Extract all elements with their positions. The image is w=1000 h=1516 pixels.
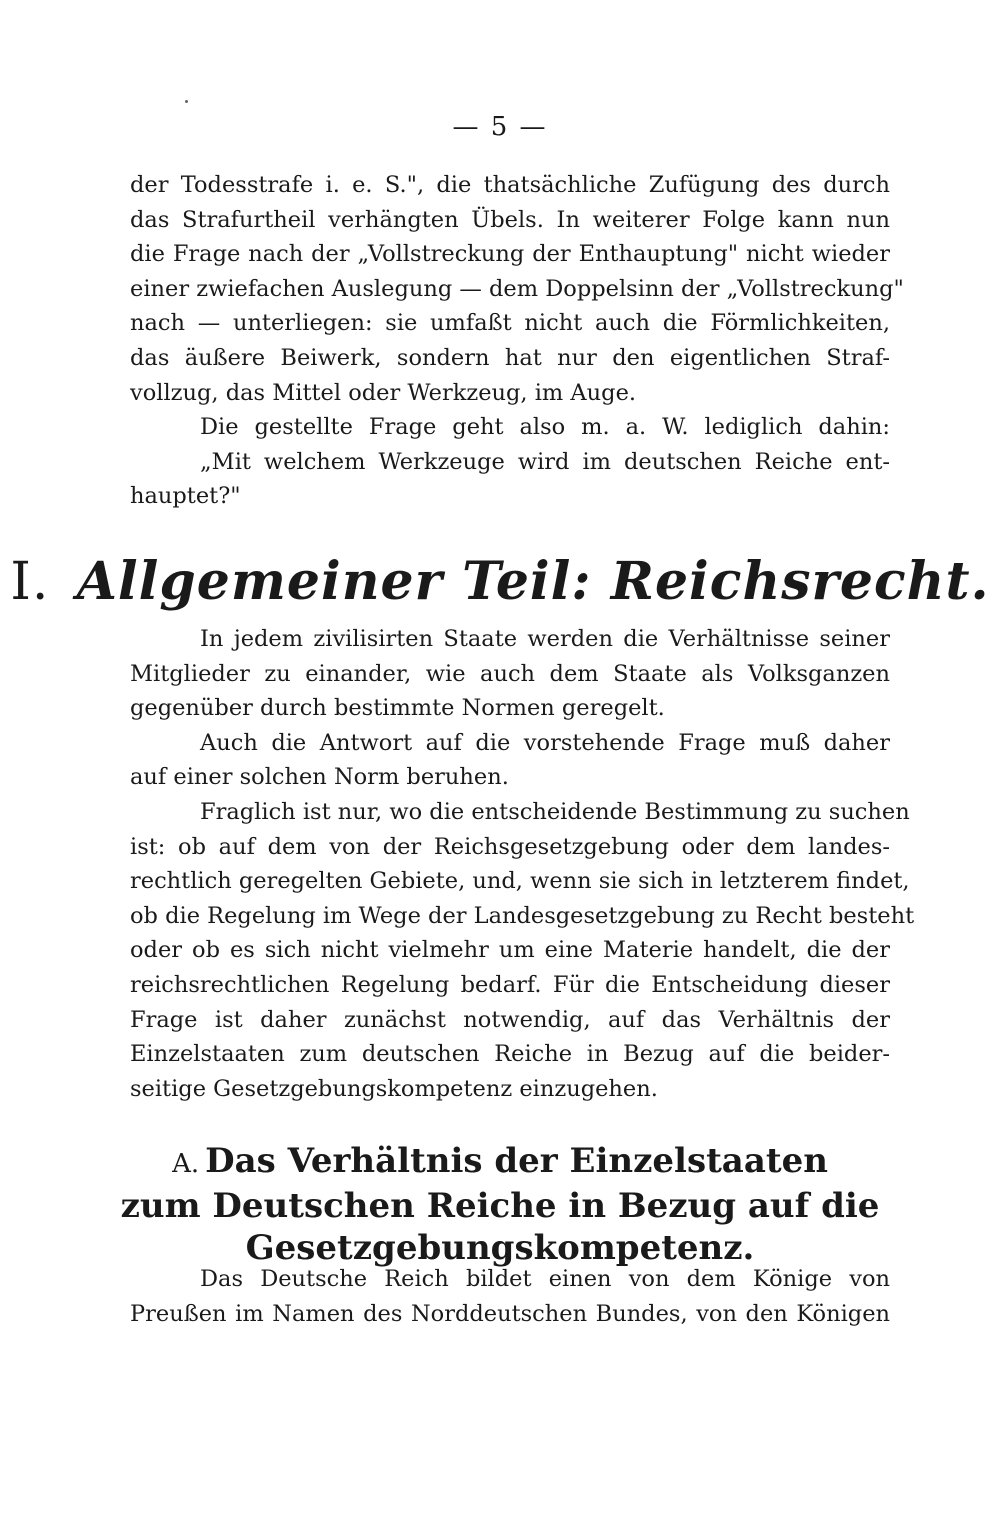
text-line: nach — unterliegen: sie umfaßt nicht auch die Förmlichkeiten, <box>130 310 890 337</box>
section-title-part: Das Verhältnis der Einzelstaaten <box>205 1141 828 1181</box>
section-heading-line-1 <box>0 1140 1000 1185</box>
text-line: Einzelstaaten zum deutschen Reiche in Bezug auf die beider- <box>130 1041 890 1068</box>
chapter-heading <box>0 552 1000 612</box>
text-line: Auch die Antwort auf die vorstehende Frage muß daher <box>200 729 890 756</box>
text-block-3 <box>130 1262 890 1331</box>
text-block-2 <box>130 622 915 1106</box>
text-line: das äußere Beiwerk, sondern hat nur den eigentlichen Straf- <box>130 344 890 371</box>
text-line: gegenüber durch bestimmte Normen geregelt. <box>130 695 665 722</box>
text-block-1 <box>130 168 904 514</box>
text-line: das Strafurtheil verhängten Übels. In weiterer Folge kann nun <box>130 206 890 233</box>
text-line: reichsrechtlichen Regelung bedarf. Für die Entscheidung dieser <box>130 971 890 998</box>
text-line: einer zwiefachen Auslegung — dem Doppelsinn der „Vollstreckung" <box>130 275 904 302</box>
page-number: — 5 — <box>452 112 548 142</box>
text-line: Mitglieder zu einander, wie auch dem Staate als Volksganzen <box>130 660 890 687</box>
text-line: Frage ist daher zunächst notwendig, auf das Verhältnis der <box>130 1006 890 1033</box>
text-line: seitige Gesetzgebungskompetenz einzugehen. <box>130 1075 658 1102</box>
text-line: vollzug, das Mittel oder Werkzeug, im Auge. <box>130 379 637 406</box>
text-line: oder ob es sich nicht vielmehr um eine Materie handelt, die der <box>130 937 890 964</box>
section-heading-line-2: zum Deutschen Reiche in Bezug auf die <box>120 1186 880 1226</box>
text-line: Preußen im Namen des Norddeutschen Bundes, von den Königen <box>130 1300 890 1327</box>
text-line: Das Deutsche Reich bildet einen von dem Könige von <box>200 1266 890 1292</box>
text-line: der Todesstrafe i. e. S.", die thatsächliche Zufügung des durch <box>130 172 890 198</box>
text-line: „Mit welchem Werkzeuge wird im deutschen Reiche ent- <box>200 448 890 475</box>
chapter-title: Allgemeiner Teil: Reichsrecht. <box>76 551 990 612</box>
text-line: Die gestellte Frage geht also m. a. W. lediglich dahin: <box>200 414 890 441</box>
chapter-number: I. <box>10 552 50 612</box>
section-heading <box>0 1140 1000 1269</box>
text-line: hauptet?" <box>130 483 241 510</box>
text-line: ob die Regelung im Wege der Landesgesetzgebung zu Recht besteht <box>130 902 915 929</box>
text-line: ist: ob auf dem von der Reichsgesetzgebung oder dem landes- <box>130 833 890 860</box>
section-letter: A. <box>172 1149 200 1179</box>
text-line: auf einer solchen Norm beruhen. <box>130 764 509 791</box>
section-heading-line-3: Gesetzgebungskompetenz. <box>245 1228 755 1268</box>
text-line: Fraglich ist nur, wo die entscheidende Bestimmung zu suchen <box>200 798 910 825</box>
text-line: In jedem zivilisirten Staate werden die Verhältnisse seiner <box>200 626 890 652</box>
print-speck <box>185 100 188 103</box>
text-line: rechtlich geregelten Gebiete, und, wenn sie sich in letzterem findet, <box>130 868 910 895</box>
text-line: die Frage nach der „Vollstreckung der Enthauptung" nicht wieder <box>130 241 890 268</box>
